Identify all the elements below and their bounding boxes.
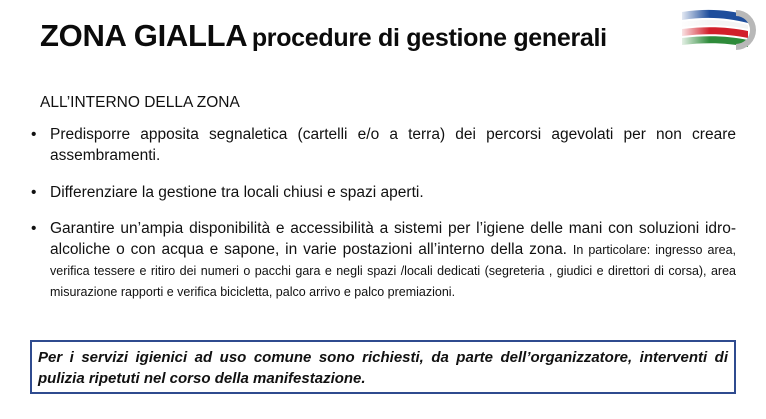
title-main: ZONA GIALLA [40, 18, 248, 53]
callout-box [30, 340, 736, 394]
bullet-dot-icon: • [31, 220, 37, 237]
slide-title [40, 18, 607, 54]
bullet-text: Garantire un’ampia disponibilità e accessibilità a sistemi per l’igiene delle mani con soluzioni idro-alcoliche o con acqua e sapone, in varie postazioni all’interno della zona. [50, 220, 736, 258]
bullet-text-with-detail [50, 218, 736, 302]
bullet-list [30, 124, 736, 302]
title-sub: procedure di gestione generali [251, 24, 607, 52]
italian-flag-wave-logo-icon [678, 6, 758, 54]
list-item [30, 218, 736, 302]
list-item [30, 182, 736, 203]
bullet-detail: In particolare: ingresso area, verifica tessere e ritiro dei numeri o pacchi gara e negli spazi /locali dedicati (segreteria , giudici e direttori di corsa), area misurazione rapporti e verifica bicicletta, palco arrivo e palco premiazioni. [50, 243, 736, 299]
section-heading: ALL’INTERNO DELLA ZONA [40, 94, 240, 111]
bullet-dot-icon: • [31, 184, 37, 201]
bullet-text: Predisporre apposita segnaletica (cartelli e/o a terra) dei percorsi agevolati per non creare assembramenti. [50, 126, 736, 164]
bullet-text: Differenziare la gestione tra locali chiusi e spazi aperti. [50, 184, 424, 201]
callout-text: Per i servizi igienici ad uso comune sono richiesti, da parte dell’organizzatore, interventi di pulizia ripetuti nel corso della manifestazione. [38, 349, 728, 387]
bullet-dot-icon: • [31, 126, 37, 143]
list-item [30, 124, 736, 166]
